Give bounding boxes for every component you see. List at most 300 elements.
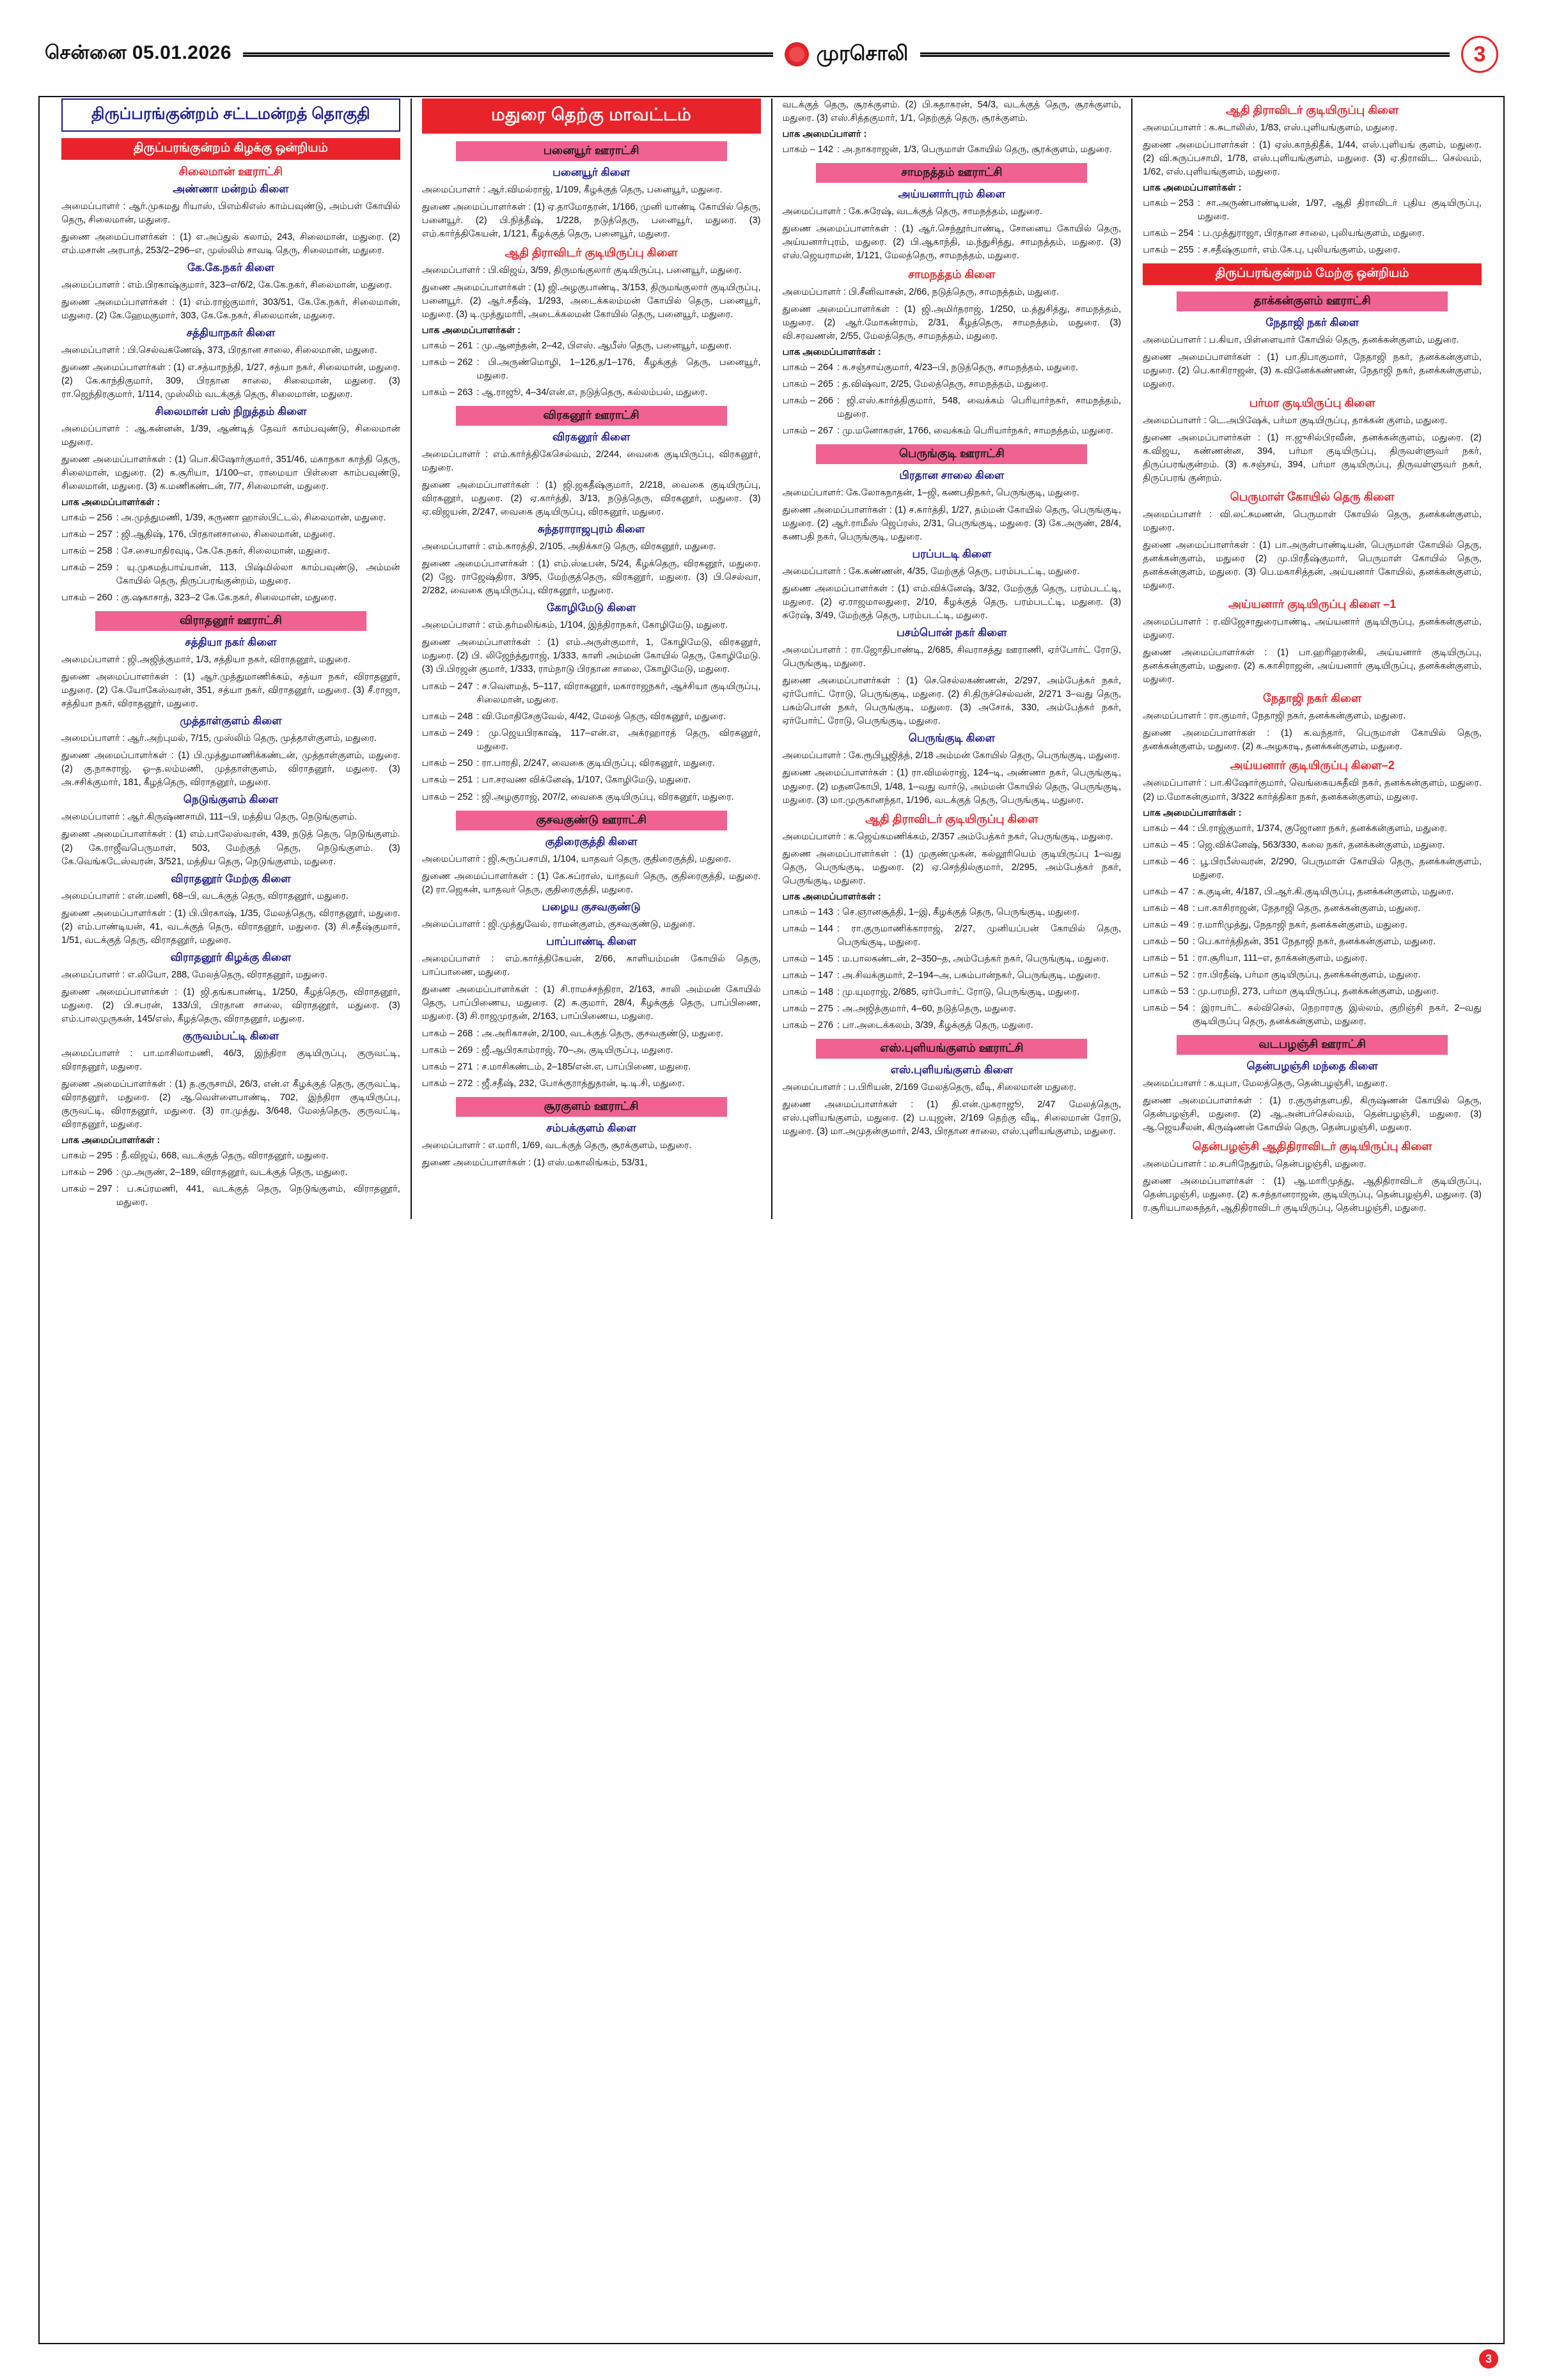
part-text: : மு.ஜெயபிரகாஷ், 117–என்.எ, அக்ரஹாரத் தெரு, விரகனூர், மதுரை. [476, 728, 761, 752]
section-viradhanur-west [61, 873, 400, 947]
masthead [45, 36, 1498, 78]
branch-title: முத்தாள்குளம் கிளை [180, 715, 282, 727]
organizer-text: அமைப்பாளர் : எம்.பிரகாஷ்குமார், 323–எ/6/2, கே.கே.நகர், சிலைமான், மதுரை. [61, 280, 393, 291]
section-thakkankulam [1143, 292, 1482, 391]
deputy-organizer-text: துணை அமைப்பாளர்கள் : (1) க.வந்தார், பெருமாள் கோயில் தெரு, தனக்கன்குளம், மதுரை. (2) க.அழகரடி, தனக்கன்குளம், மதுரை. [1143, 728, 1482, 752]
part-number: பாகம் – 269 [421, 1045, 473, 1055]
part-text: : மு.பரமநி, 273, பர்மா குடியிருப்பு, தனக்கன்குளம், மதுரை. [1192, 986, 1439, 997]
section-parappatti [783, 548, 1122, 623]
section-surakulam-cont [783, 98, 1122, 157]
branch-title: நேதாஜி நகர் கிளை [1265, 316, 1359, 329]
section-panaiyur [422, 141, 761, 241]
organizer-text: அமைப்பாளர் : பி.செல்வகணேஷ், 373, பிரதான சாலை, சிலைமான், மதுரை. [61, 345, 377, 356]
branch-title: பரப்படடி கிளை [912, 548, 992, 561]
union-bar-west: திருப்பரங்குன்றம் மேற்கு ஒன்றியம் [1143, 263, 1482, 285]
part-entry [1143, 1002, 1482, 1029]
part-entry [61, 1166, 400, 1179]
part-entry [1143, 985, 1482, 999]
branch-title: விராதனூர் கிழக்கு கிளை [170, 951, 292, 963]
part-number: பாகம் – 266 [782, 396, 834, 407]
section-viraganur [422, 406, 761, 519]
part-number: பாகம் – 44 [1143, 823, 1189, 834]
branch-title: அய்யனார் குடியிருப்பு கிளை –1 [1228, 598, 1397, 611]
panchayat-bar: பெருங்குடி ஊராட்சி [816, 444, 1087, 464]
part-number: பாகம் – 260 [61, 593, 113, 603]
section-adi-dravidar-puliyankulam [1143, 104, 1482, 257]
branch-title: பாப்பாண்டி கிளை [546, 935, 637, 947]
part-entry [61, 561, 400, 588]
parts-heading: பாக அமைப்பாளர்கள் : [1143, 183, 1242, 194]
branch-title: ஆதி திராவிடர் குடியிருப்பு கிளை [1225, 104, 1399, 116]
part-number: பாகம் – 256 [61, 513, 113, 524]
part-text: : ரா.குருமாணிக்காராஜ், 2/27, முனியப்பன் கோயில் தெரு, பெருங்குடி, மதுரை. [837, 923, 1122, 947]
panchayat-bar: சாமநத்தம் ஊராட்சி [816, 163, 1087, 183]
deputy-organizer-text: துணை அமைப்பாளர்கள் : (1) த.குருசாமி, 26/3, என்.எ கீழக்குத் தெரு, குருவட்டி, விராதனூர், மதுரை. (2) ஆ.வெள்ளைபாண்டி, 702, இந்திரா குடியிருப்பு, குருவட்டி, விராதனூர், மதுரை. (3) ரா.முத்து, 3/648, மேலத்தெரு, குருவட்டி, விராதனூர், மதுரை. [61, 1078, 400, 1130]
part-number: பாகம் – 268 [421, 1028, 473, 1039]
column-1 [51, 98, 411, 1219]
part-text: : ஜி.அழகுராஜ், 207/2, வைகை குடியிருப்பு, விரகனூர், மதுரை. [476, 791, 734, 802]
part-text: : ஜி.எஸ்.கார்த்திகுமார், 548, வைக்கம் பெரியார்நகர், சாமநத்தம், மதுரை. [837, 396, 1122, 420]
part-text: : ர.மாரிமுத்து, நேதாஜி நகர், தனக்கன்குளம், மதுரை. [1192, 919, 1408, 930]
column-4 [1131, 98, 1492, 1219]
part-entry [422, 727, 761, 754]
section-busstand [61, 405, 400, 605]
parts-heading: பாக அமைப்பாளர் : [782, 129, 867, 140]
part-entry [783, 986, 1122, 999]
panchayat-bar: பனையூர் ஊராட்சி [456, 141, 727, 161]
part-number: பாகம் – 250 [421, 758, 473, 769]
part-number: பாகம் – 54 [1143, 1002, 1189, 1013]
section-kuruvampatti [61, 1030, 400, 1209]
part-number: பாகம் – 251 [421, 775, 473, 786]
part-entry [1143, 227, 1482, 240]
part-number: பாகம் – 262 [421, 357, 473, 368]
deputy-organizer-text: துணை அமைப்பாளர்கள் : (1) ஏஸ்.காந்திதீக், 1/44, எஸ்.புளியங் குளம், மதுரை. (2) வி.சுருப்பசாமி, 1/78, எஸ்.புளியங்குளம், மதுரை. (3) ஏ.திராவிட. செல்வம், 1/62, எஸ்.புளியங்குளம், மதுரை. [1143, 140, 1482, 178]
organizer-text: அமைப்பாளர்: கே.லோகநாதன், 1–ஜி, கணபதிநகர், பெருங்குடி, மதுரை. [782, 488, 1079, 499]
branch-title: குதிரைகுத்தி கிளை [545, 835, 638, 848]
part-number: பாகம் – 265 [782, 379, 834, 390]
branch-title: ஆதி திராவிடர் குடியிருப்பு கிளை [865, 812, 1038, 825]
part-text: : ரா.பாரதி, 2/247, வைகை குடியிருப்பு, விரகனூர், மதுரை. [476, 758, 715, 769]
parts-heading: பாக அமைப்பாளர்கள் : [782, 347, 881, 358]
deputy-organizer-text: துணை அமைப்பாளர்கள் : (1) ஆ.மாரிமுத்து, ஆதிதிராவிடர் குடியிருப்பு, தென்பழஞ்சி, மதுரை. (2) க.சந்தானராஜன், குடியிருப்பு, தென்பழஞ்சி, மதுரை. (3) ர.சூரியபாலசுந்தர், ஆதிதிராவிடர் குடியிருப்பு, தென்பழஞ்சி, மதுரை. [1143, 1176, 1482, 1213]
part-number: பாகம் – 53 [1143, 986, 1189, 997]
organizer-text: அமைப்பாளர் : வி.லட்சுமணன், பெருமாள் கோயில் தெரு, தனக்கன்குளம், மதுரை. [1143, 509, 1482, 534]
part-text: : பெ.கார்த்திதன், 351 நேதாஜி நகர், தனக்கன்குளம், மதுரை. [1192, 936, 1436, 947]
edition-line: சென்னை 05.01.2026 [45, 42, 232, 63]
part-number: பாகம் – 259 [61, 563, 113, 573]
part-text: : அ.சிவக்குமார், 2–194–அ, பசும்பான்நகர், பெருங்குடி, மதுரை. [837, 970, 1100, 981]
part-text: : க.சஞ்சாய்குமார், 4/23–பி, நடுத்தெரு, சாமநத்தம், மதுரை. [837, 362, 1078, 373]
part-number: பாகம் – 143 [782, 906, 834, 917]
deputy-organizer-text: துணை அமைப்பாளர்கள் : (1) ஜி.அமிர்தராஜ், 1/250, ம.த்துசித்து, சாமநத்தம், மதுரை. (2) ஆர்.மோகன்ராம், 2/31, கீழத்தெரு, சாமநத்தம், மதுரை. (3) வி.சரவணன், 2/55, மேலத்தெரு, சாமநத்தம், மதுரை. [782, 304, 1122, 342]
part-entry [422, 710, 761, 724]
part-number: பாகம் – 271 [421, 1061, 473, 1072]
part-text: : மு.ஆனந்தன், 2–42, பிஎஸ். ஆபீஸ் தெரு, பனையூர், மதுரை. [476, 341, 732, 352]
part-entry [1143, 968, 1482, 982]
branch-title: சத்தியா நகர் கிளை [185, 636, 277, 649]
organizer-text: அமைப்பாளர் : எம்.தர்மலிங்கம், 1/104, இந்திராநகர், கோழிமேடு, மதுரை. [421, 620, 728, 631]
panchayat-bar: விரகனூர் ஊராட்சி [456, 406, 727, 426]
branch-title: தென்பழஞ்சி மந்தை கிளை [1246, 1059, 1378, 1072]
column-container [51, 98, 1492, 1219]
branch-title: சிலைமான் பஸ் நிறுத்தம் கிளை [155, 405, 307, 418]
branch-title: பெருமாள் கோயில் தெரு கிளை [1230, 490, 1395, 504]
part-entry [783, 1019, 1122, 1032]
branch-title: பர்மா குடியிருப்பு கிளை [1249, 396, 1375, 410]
section-ayyanar-colony-2 [1143, 759, 1482, 1028]
deputy-organizer-text: துணை அமைப்பாளர்கள் : (1) ஜி.தங்கபாண்டி, 1/250, கீழத்தெரு, விராதனூர், மதுரை. (2) பி.சபரன், 133/பி, பிரதான சாலை, விராதனூர், மதுரை. (3) எம்.பாலமுருகன், 145/எஸ், கீழத்தெரு, விராதனூர், மதுரை. [61, 986, 400, 1024]
part-number: பாகம் – 148 [782, 986, 834, 997]
column-2 [411, 98, 771, 1219]
part-entry [1143, 885, 1482, 899]
part-text: : ச.மாசிகண்டம், 2–185/என்.எ, பாப்பிணை, மதுரை. [476, 1061, 691, 1072]
branch-title: விராதனூர் மேற்கு கிளை [171, 872, 291, 885]
panchayat-bar: எஸ்.புளியங்குளம் ஊராட்சி [816, 1039, 1087, 1059]
organizer-text: அமைப்பாளர் : பா.மாசிலாமணி, 46/3, இந்திரா குடியிருப்பு, குருவட்டி, விராதனூர், மதுரை. [61, 1048, 400, 1072]
part-text: : த.விஷ்வா, 2/25, மேலத்தெரு, சாமநத்தம், மதுரை. [837, 379, 1049, 390]
part-entry [1143, 244, 1482, 257]
part-text: : ரா.சூரியா, 111–எ, தாக்கன்குளம், மதுரை. [1192, 953, 1368, 963]
organizer-text: அமைப்பாளர் : ஆ.கன்னன், 1/39, ஆண்டித் தேவர் காம்பவுண்டு, சிலைமான் மதுரை. [61, 424, 400, 448]
part-text: : சா.அருண்பாண்டியன், 1/97, ஆதி திராவிடர் புதிய குடியிருப்பு, மதுரை. [1197, 198, 1482, 222]
part-entry [1143, 952, 1482, 965]
part-entry [1143, 855, 1482, 882]
parts-heading: பாக அமைப்பாளர்கள் : [61, 497, 161, 508]
part-entry [1143, 197, 1482, 224]
part-entry [61, 528, 400, 541]
part-number: பாகம் – 263 [421, 387, 473, 398]
parts-heading: பாக அமைப்பாளர்கள் : [421, 325, 521, 336]
part-entry [422, 1061, 761, 1074]
branch-title: நெடுங்குளம் கிளை [183, 793, 279, 806]
part-number: பாகம் – 248 [421, 712, 473, 722]
organizer-text: அமைப்பாளர் : ம.சபரிநேதுரம், தென்பழஞ்சி, மதுரை. [1143, 1158, 1367, 1169]
organizer-text: அமைப்பாளர் : எம்.கார்த்திகேசெல்வம், 2/244, வைகை குடியிருப்பு, விரகனூர், மதுரை. [421, 449, 761, 474]
section-viradhanur-east [61, 951, 400, 1026]
part-number: பாகம் – 255 [1143, 245, 1194, 256]
section-perungudi-adi-dravidar [783, 813, 1122, 1032]
organizer-text: அமைப்பாளர் : க.ஜெய்கமணிக்கம், 2/357 அம்பேத்கர் நகர், பெருங்குடி, மதுரை. [782, 831, 1113, 842]
part-number: பாகம் – 48 [1143, 903, 1189, 914]
masthead-logo-group [785, 42, 909, 68]
section-kozhimedu [422, 602, 761, 804]
section-kknagar [61, 261, 400, 323]
branch-title: பனையூர் கிளை [552, 166, 631, 178]
part-text: : ஜீ.சதீஷ், 232, போக்குராத்துதரன், டி.டி.சி, மதுரை. [476, 1078, 685, 1089]
part-text: : மு.அருண், 2–189, விராதனூர், வடக்குத் தெரு, மதுரை. [116, 1167, 348, 1178]
part-number: பாகம் – 142 [782, 144, 834, 155]
branch-title: சுந்தராராஜபுரம் கிளை [537, 523, 645, 536]
section-muthalkulam [61, 715, 400, 789]
part-text: : கு.ஷகாசாத், 323–2 கே.கே.நகர், சிலைமான், மதுரை. [116, 593, 337, 603]
organizer-text: அமைப்பாளர் : பா.கிஷோர்குமார், வெங்கையசுதீவி நகர், தனக்கன்குளம், மதுரை. (2) ம.மோகன்குமார், 3/322 கார்த்திகா நகர், தனக்கன்குளம், மதுரை. [1143, 778, 1482, 802]
part-text: : பா.அடைக்கலம், 3/39, கீழக்குத் தெரு, மதுரை. [837, 1020, 1033, 1031]
part-text: : செ.ஞானசூத்தி, 1–இ, கீழக்குத் தெரு, பெருங்குடி, மதுரை. [837, 906, 1080, 917]
deputy-organizer-text: துணை அமைப்பாளர்கள் : (1) ஏ.தாமோதரன், 1/166, முனி யாண்டி கோயில் தெரு, பனையூர். (2) பி.நித்தீஷ், 1/228, நடுத்தெரு, பனையூர், மதுரை. (3) எம்.கார்த்திகேயன், 1/121, கீழக்குத் தெரு, பனையூர், மதுரை. [421, 202, 761, 240]
part-entry [783, 969, 1122, 983]
part-text: : ஜி.ஆதிஷ், 176, பிரதானசாலை, சிலைமான், மதுரை. [116, 529, 336, 540]
part-text: : ஆ.ராஜூ, 4–34/என்.எ, நடுத்தெரு, கல்லம்பல், மதுரை. [476, 387, 708, 398]
deputy-organizer-text: துணை அமைப்பாளர்கள் : (1) எம்.விக்னேஷ், 3/32, மேற்குத் தெரு, பரம்படட்டி, மதுரை. (2) ஏ.ராஜமாலதுரை, 2/10, கீழக்குத் தெரு, பரம்படட்டி, மதுரை. (3) சுரேஷ், 3/49, மேற்குத் தெரு, பரம்படட்டி, மதுரை. [782, 584, 1122, 621]
sun-logo-icon [785, 42, 809, 66]
part-number: பாகம் – 258 [61, 546, 113, 557]
organizer-text: அமைப்பாளர் : கே.கண்ணன், 4/35, மேற்குத் தெரு, பரம்படட்டி, மதுரை. [782, 566, 1080, 577]
part-text: : ச.வெளமத், 5–117, விராகனூர், மகாராஜநகர், ஆச்சியா குடியிருப்பு, சிலைமான், மதுரை. [476, 681, 761, 706]
footer-page-number: 3 [1479, 2349, 1498, 2368]
section-silaiman [61, 165, 400, 258]
deputy-organizer-text: துணை அமைப்பாளர்கள் : (1) எ.அப்துல் கலாம், 243, சிலைமான், மதுரை. (2) எம்.மசான் அரபாத், 253/2–296–எ, முஸ்லிம் சாவடி தெரு, சிலைமான், மதுரை. [61, 232, 400, 256]
branch-title: பழைய குசவகுண்டு [542, 900, 641, 913]
deputy-organizer-text: துணை அமைப்பாளர்கள் : (1) ஆர்.செந்தூர்பாண்டி, சோனைய கோயில் தெரு, அய்யனார்புரம், மதுரை. (2) பி.ஆகாந்தி, ம.ந்துசித்து, சாமநத்தம், மதுரை. (3) எஸ்.ஜெயராமன், 1/121, மேலத்தெரு, சாமநத்தம், மதுரை. [782, 224, 1122, 261]
part-number: பாகம் – 275 [782, 1003, 834, 1014]
part-text: : பா.காசிராஜன், நேதாஜி தெரு, தனக்கன்குளம், மதுரை. [1192, 903, 1421, 914]
deputy-organizer-text: துணை அமைப்பாளர்கள் : (1) ரா.விமல்ராஜ், 124–டி, அண்ணா நகர், பெருங்குடி, மதுரை. (2) மதனகோபி, 1/48, 1–வது வார்டு, அம்மன் கோயில் தெரு, பெருங்குடி, மதுரை. (3) மா.முருகானந்தா, 1/196, வடக்குத் தெரு, பெருங்குடி, மதுரை. [782, 768, 1122, 805]
part-entry [783, 394, 1122, 421]
organizer-text: அமைப்பாளர் : எம்.காரத்தி, 2/105, அதிக்காடு தெரு, விரகனூர், மதுரை. [421, 541, 716, 552]
branch-title: கே.கே.நகர் கிளை [187, 261, 274, 274]
part-text: : ஜீ.ஆபிரகாம்ராஜ், 70–அ, குடியிருப்பு, மதுரை. [476, 1045, 673, 1055]
part-entry [61, 1149, 400, 1163]
part-entry [422, 757, 761, 770]
part-entry [783, 424, 1122, 438]
part-entry [783, 922, 1122, 949]
panchayat-bar: சூரகுளம் ஊராட்சி [456, 1097, 727, 1117]
part-text: : பி.ராஜ்குமார், 1/374, குஜோனா நகர், தனக்கன்குளம், மதுரை. [1192, 823, 1448, 834]
part-entry [783, 143, 1122, 157]
union-bar-east: திருப்பரங்குன்றம் கிழக்கு ஒன்றியம் [61, 138, 400, 160]
section-samanatham-branch [783, 268, 1122, 438]
section-nedungulam [61, 793, 400, 868]
section-nethaji-nagar [1143, 692, 1482, 754]
part-number: பாகம் – 49 [1143, 919, 1189, 930]
organizer-text: அமைப்பாளர் : பி.சீனிவாசன், 2/66, நடுத்தெரு, சாமநத்தம், மதுரை. [782, 287, 1060, 298]
part-number: பாகம் – 296 [61, 1167, 113, 1178]
part-text: : அ.அஜித்குமார், 4–60, நடுத்தெரு, மதுரை. [837, 1003, 1017, 1014]
part-text: : அ.அரிகாசன், 2/100, வடக்குத் தெரு, குசவகுண்டு, மதுரை. [476, 1028, 724, 1039]
branch-title: அண்ணா மன்றம் கிளை [173, 183, 289, 195]
part-number: பாகம் – 144 [782, 923, 834, 934]
panchayat-bar: வடபழஞ்சி ஊராட்சி [1177, 1035, 1448, 1055]
organizer-text: அமைப்பாளர் : ஜி.முத்துவேல், ராமன்குளம், குசவகுண்டு, மதுரை. [421, 919, 696, 929]
part-text: : ப.முத்துராஜா, பிரதான சாலை, புலியங்குளம், மதுரை. [1197, 228, 1425, 239]
part-number: பாகம் – 145 [782, 953, 834, 964]
branch-title: பிரதான சாலை கிளை [899, 469, 1005, 482]
section-vadapazhanji [1143, 1035, 1482, 1135]
deputy-organizer-text: துணை அமைப்பாளர்கள் : (1) தி.என்.முகராஜூ, 2/47 மேலத்தெரு, எஸ்.புளியங்குளம், மதுரை. (2) ப.யுஜன், 2/169 தெற்கு வீடி, சிலைமான் ரோடு, மதுரை. (3) மா.அமுதன்குமார், 2/43, பிரதான சாலை, எஸ்.புளியங்குளம், மதுரை. [782, 1099, 1122, 1137]
parts-heading: பாக அமைப்பாளர்கள் : [61, 1135, 161, 1146]
section-perungudi [783, 444, 1122, 544]
organizer-text: அமைப்பாளர் : க.யுபா, மேலத்தெரு, தென்பழஞ்சி, மதுரை. [1143, 1078, 1388, 1089]
masthead-rule-left [243, 52, 773, 57]
part-entry [422, 791, 761, 804]
deputy-organizer-text: துணை அமைப்பாளர்கள் : (1) எம்.பாலேஸ்வரன், 439, நடுத் தெரு, நெடுங்குளம். (2) கே.ராஜீவபெருமாள், 503, மேற்குத் தெரு, நெடுங்குளம். (3) கே.வெங்கடேஸ்வரன், 3/521, மத்திய தெரு, நெடுங்குளம், மதுரை. [61, 829, 400, 867]
part-number: பாகம் – 254 [1143, 228, 1194, 239]
section-pazhaiya-kusavakundu [422, 901, 761, 931]
part-number: பாகம் – 247 [421, 681, 473, 692]
organizer-text: அமைப்பாளர் : ர.விஜேசாதுரைபாண்டி, அய்யனார் குடியிருப்பு, தனக்கன்குளம், மதுரை. [1143, 617, 1482, 641]
part-number: பாகம் – 52 [1143, 969, 1189, 980]
deputy-organizer-text: துணை அமைப்பாளர்கள் : (1) எஸ்.மகாலிங்கம், 53/31, [421, 1157, 648, 1168]
deputy-organizer-text: துணை அமைப்பாளர்கள் : (1) ஈ.ஜுசில்பிரவீன், தனக்கன்குளம், மதுரை. (2) க.விஜய, கண்ணன்ன, 394, பர்மா குடியிருப்பு, திருவள்ளுவர் நகர், திருப்பரங்குன்றம். (3) க.சஞ்சய், 394, பர்மா குடியிருப்பு, திருவள்ளுவர் நகர், திருப்பரங் குன்றம். [1143, 433, 1482, 484]
organizer-text: அமைப்பாளர் : டெ.அபிஷேக், பர்மா குடியிருப்பு, தாக்கன் குளம், மதுரை. [1143, 416, 1448, 426]
part-number: பாகம் – 249 [421, 728, 473, 739]
branch-title: அய்யனார்புரம் கிளை [898, 188, 1006, 201]
section-pasumponnagar [783, 626, 1122, 728]
part-number: பாகம் – 47 [1143, 886, 1189, 897]
part-number: பாகம் – 252 [421, 791, 473, 802]
part-entry [783, 378, 1122, 391]
branch-title: சாமநத்தம் கிளை [908, 268, 996, 281]
part-entry [422, 356, 761, 383]
branch-title: பசம்பொன் நகர் கிளை [897, 626, 1007, 639]
organizer-text: அமைப்பாளர் : ப.கியா, பிள்ளையார் கோயில் தெரு, தனக்கன்குளம், மதுரை. [1143, 335, 1459, 346]
deputy-organizer-text: துணை அமைப்பாளர்கள் : (1) ஜி.அழகுபாண்டி, 3/153, திருமங்குலார் குடியிருப்பு, பனையூர். (2) ஆர்.சதீஷ், 1/293, அடைக்கலம்மன் கோயில் தெரு, பனையூர், மதுரை. (3) டி.முத்துமாரி, அடைக்கலமன் கோயில் தெரு, பனையூர், மதுரை. [421, 283, 761, 320]
part-entry [422, 1027, 761, 1041]
page-number-badge: 3 [1461, 36, 1498, 73]
section-kusavakundu [422, 811, 761, 897]
part-entry [1143, 822, 1482, 836]
part-text: : பா.சரவண விக்னேஷ், 1/107, கோழிமேடு, மதுரை. [476, 775, 691, 786]
deputy-organizer-text: துணை அமைப்பாளர்கள் : (1) செ.செல்லகண்ணன், 2/297, அம்பேத்கர் நகர், ஏர்போர்ட் ரோடு, பெருங்குடி, மதுரை. (2) சி.திருச்செல்வன், 2/271 3–வது தெரு, பசும்பொன் நகர், பெருங்குடி, மதுரை. (3) அசோக், 330, அம்பேத்கர் நகர், ஏர்போர்ட் ரோடு, பெருங்குடி, மதுரை. [782, 676, 1122, 727]
organizer-text: அமைப்பாளர் : ஜி.சுருப்பசாமி, 1/104, யாதவர் தெரு, குதிரைகுத்தி, மதுரை. [421, 853, 732, 864]
part-number: பாகம் – 267 [782, 426, 834, 437]
panchayat-bar: விராதனூர் ஊராட்சி [95, 611, 366, 631]
deputy-organizer-text: துணை அமைப்பாளர்கள் : (1) பி.பிரகாஷ், 1/35, மேலத்தெரு, விராதனூர், மதுரை. (2) எம்.பாண்டியன், 41, வடக்குத் தெரு, விராதனூர், மதுரை. (3) சி.சதீஷ்குமார், 1/51, வடக்குத் தெரு, விராதனூர், மதுரை. [61, 908, 400, 945]
part-entry [422, 1044, 761, 1057]
part-number: பாகம் – 147 [782, 970, 834, 981]
branch-title: சம்பக்குளம் கிளை [546, 1121, 636, 1134]
deputy-organizer-text: துணை அமைப்பாளர்கள் : (1) ர.குருள்தளபதி, கிருஷ்ணன் கோயில் தெரு, தென்பழஞ்சி, மதுரை. (2) ஆ.அன்பர்செல்வம், தென்பழஞ்சி, மதுரை. (3) ஆ.ஜெயசீலன், கிருஷ்ணன் கோயில் தெரு, தென்பழஞ்சி, மதுரை. [1143, 1095, 1482, 1133]
deputy-organizer-text: துணை அமைப்பாளர்கள் : (1) முகுண்முகன், கல்லூரியெம் குடியிருப்பு 1–வது தெரு, பெருங்குடி, மதுரை. (2) ஏ.செந்தில்குமார், 2/295, அம்பேத்கர் நகர், பெருங்குடி, மதுரை. [782, 848, 1122, 886]
part-number: பாகம் – 253 [1143, 198, 1194, 209]
part-text: : ம.பாலகண்டன், 2–350–த, அம்பேத்கர் நகர், பெருங்குடி, மதுரை. [837, 953, 1109, 964]
part-entry [783, 1002, 1122, 1016]
deputy-organizer-text: துணை அமைப்பாளர்கள் : (1) ச.கார்த்தி, 1/27, தம்மன் கோயில் தெரு, பெருங்குடி, மதுரை. (2) ஆர்.ராமீஸ் ஜெப்ரஸ், 2/31, பெருங்குடி, மதுரை. (3) கே.அருண், 28/4, கணபதி நகர், பெருங்குடி, மதுரை. [782, 505, 1122, 543]
parts-heading: பாக அமைப்பாளர்கள் : [1143, 807, 1242, 818]
part-text: : பி.அருண்மொழி, 1–126,த/1–176, கீழக்குத் தெரு, பனையூர், மதுரை. [476, 357, 761, 382]
panchayat-title: சிலைமான் ஊராட்சி [178, 165, 283, 178]
part-text: : ப.சுப்ரமணி, 441, வடக்குத் தெரு, நெடுங்குளம், விராதனூர், மதுரை. [116, 1183, 400, 1208]
organizer-text: அமைப்பாளர் : ஆர்.கிருஷ்ணசாமி, 111–பி, மத்திய தெரு, நெடுங்குளம். [61, 812, 357, 823]
deputy-organizer-text: துணை அமைப்பாளர்கள் : (1) ஆர்.முத்துமாணிக்கம், சத்யா நகர், விராதனூர், மதுரை. (2) கே.யோகேஸ்வரன், 351, சத்யா நகர், விராதனூர், மதுரை. (3) சீ.ராஜா, சத்தியா நகர், விராதனூர், மதுரை. [61, 672, 400, 710]
part-entry [422, 774, 761, 787]
section-perumal-kovil-street [1143, 490, 1482, 593]
deputy-organizer-text: துணை அமைப்பாளர்கள் : (1) எம்.அருள்குமார், 1, கோழிமேடு, விரகனூர், மதுரை. (2) பி. லிஜேந்த்துராஜ், 1/333, காளி அம்மன் கோயில் தெரு, கோழிமேடு. (3) பி.பிரஜன் குமார், 1/333, ராம்நாடு பிரதான சாலை, கோழிமேடு, மதுரை. [421, 637, 761, 675]
deputy-organizer-text: துணை அமைப்பாளர்கள் : (1) எ.சத்யாநந்தி, 1/27, சத்யா நகர், சிலைமான், மதுரை. (2) கே.காந்திகுமார், 309, பிரதான சாலை, சிலைமான், மதுரை. (3) ரா.ஜெந்திரகுமார், 1/114, முஸ்லிம் வடக்குத் தெரு, சிலைமான், மதுரை. [61, 362, 400, 400]
organizer-text: அமைப்பாளர் : பி.விஜய், 3/59, திருமங்குலார் குடியிருப்பு, பனையூர், மதுரை. [421, 265, 742, 276]
organizer-text: அமைப்பாளர் : எ.மாரி, 1/69, வடக்குத் தெரு, சூரக்குளம், மதுரை. [421, 1140, 692, 1151]
part-number: பாகம் – 272 [421, 1078, 473, 1089]
panchayat-bar: குசவகுண்டு ஊராட்சி [456, 811, 727, 830]
deputy-organizer-text: துணை அமைப்பாளர்கள் : (1) பி.முத்துமாணிக்கண்டன், முத்தாள்குளம், மதுரை. (2) கு.நாகராஜ், ஓ–த.லம்மணி, முத்தாள்குளம், விராதனூர், மதுரை. (3) அ.சசிக்குமார், 181, கீழத்தெரு, விராதனூர், மதுரை. [61, 751, 400, 788]
section-ayyanar-colony-1 [1143, 598, 1482, 687]
part-entry [783, 953, 1122, 966]
part-entry [1143, 935, 1482, 949]
organizer-text: அமைப்பாளர் : ஆர்.அற்புமல், 7/15, முஸ்லிம் தெரு, முத்தாள்குளம், மதுரை. [61, 733, 377, 744]
part-text: : சே.சையாதிரவுடி, கே.கே.நகர், சிலைமான், மதுரை. [116, 546, 331, 557]
branch-title: நேதாஜி நகர் கிளை [1263, 692, 1362, 705]
organizer-text: அமைப்பாளர் : ப.பிரியன், 2/169 மேலத்தெரு, வீடி, சிலைமான் மதுரை. [782, 1082, 1077, 1093]
part-text: : அ.முத்துமணி, 1/39, கருணா ஹாஸ்பிட்டல், சிலைமான், மதுரை. [116, 513, 386, 524]
part-text: : பூ.பிரபீஸ்வரன், 2/290, பெருமாள் கோயில் தெரு, தனக்கன்குளம், மதுரை. [1192, 856, 1482, 880]
section-spuliyankulam [783, 1039, 1122, 1139]
branch-title: பெருங்குடி கிளை [908, 732, 995, 745]
constituency-banner: திருப்பரங்குன்றம் சட்டமன்றத் தொகுதி [61, 98, 400, 132]
section-samanatham [783, 163, 1122, 263]
section-viradhanur [61, 611, 400, 711]
part-entry [1143, 839, 1482, 852]
panchayat-bar: தாக்கன்குளம் ஊராட்சி [1177, 292, 1448, 311]
part-entry [61, 1183, 400, 1209]
part-entry [422, 1077, 761, 1091]
part-entry [1143, 919, 1482, 932]
part-number: பாகம் – 46 [1143, 856, 1189, 867]
branch-title: எஸ்.புளியங்குளம் கிளை [890, 1063, 1014, 1076]
deputy-organizer-text: துணை அமைப்பாளர்கள் : (1) எம்.ராஜ்குமார், 303/51, கே.கே.நகர், சிலைமான், மதுரை. (2) கே.ஹேமகுமார், 303, கே.கே.நகர், சிலைமான், மதுரை. [61, 297, 400, 322]
part-entry [61, 545, 400, 558]
part-text: : வி.மோதிசேகுவேல், 4/42, மேலத் தெரு, விரகனூர், மதுரை. [476, 712, 726, 722]
part-number: பாகம் – 276 [782, 1020, 834, 1031]
part-text: : யு.முகமத்பாய்யான், 113, பிஷ்மில்லா காம்பவுண்டு, அம்மன் கோயில் தெரு, திருப்பரங்குன்றம், மதுரை. [116, 563, 400, 587]
part-number: பாகம் – 45 [1143, 839, 1189, 850]
deputy-organizer-text: துணை அமைப்பாளர்கள் : (1) பா.திபாகுமார், நேதாஜி நகர், தனக்கன்குளம், மதுரை. (2) பெ.காசிராஜன், (3) க.வினேக்கண்ணன், நேதாஜி நகர், தனக்கன்குளம், மதுரை. [1143, 352, 1482, 390]
organizer-text: அமைப்பாளர் : ஆர்.விமல்ராஜ், 1/109, கீழக்குத் தெரு, பனையூர், மதுரை. [421, 185, 723, 195]
section-thenpazhanji-adi-dravidar [1143, 1140, 1482, 1215]
part-text: : க.குடின், 4/187, பி.ஆர்.கி.குடியிருப்பு, தனக்கன்குளம், மதுரை. [1192, 886, 1454, 897]
branch-title: சத்தியாநகர் கிளை [186, 327, 276, 339]
branch-title: தென்பழஞ்சி ஆதிதிராவிடர் குடியிருப்பு கிளை [1192, 1139, 1432, 1153]
part-number: பாகம் – 51 [1143, 953, 1189, 963]
deputy-organizer-text: துணை அமைப்பாளர்கள் : (1) ஜி.ஜகதீஷ்குமார், 2/218, வைகை குடியிருப்பு, விரகனூர், மதுரை. (2) ஏ.கார்த்தி, 3/13, நடுத்தெரு, விரகனூர், மதுரை. (3) ஏ.விஜயன், 2/247, வைகை குடியிருப்பு, விரகனூர், மதுரை. [421, 480, 761, 518]
section-sundararajapuram [422, 523, 761, 598]
column-3 [771, 98, 1132, 1219]
part-entry [422, 386, 761, 400]
part-entry [783, 906, 1122, 919]
organizer-text: அமைப்பாளர் : என்.மணி, 68–பி, வடக்குத் தெரு, விராதனூர், மதுரை. [61, 891, 349, 901]
section-panaiyur-adi-dravidar [422, 246, 761, 400]
part-entry [422, 339, 761, 353]
part-number: பாகம் – 295 [61, 1150, 113, 1161]
part-number: பாகம் – 257 [61, 529, 113, 540]
part-number: பாகம் – 50 [1143, 936, 1189, 947]
masthead-rule-right [920, 52, 1450, 57]
part-text: : ரா.பிரதீஷ், பர்மா குடியிருப்பு, தனக்கன்குளம், மதுரை. [1192, 969, 1421, 980]
part-entry [61, 591, 400, 605]
organizer-text: அமைப்பாளர் : எம்.கார்த்திகேயன், 2/66, காளியம்மன் கோயில் தெரு, பாப்பாணை, மதுரை. [421, 953, 761, 977]
organizer-text: அமைப்பாளர் : க.சுடாலிஸ், 1/83, எஸ்.புளியங்குளம், மதுரை. [1143, 123, 1398, 133]
part-text: : அ.நாகராஜன், 1/3, பெருமாள் கோயில் தெரு, சூரக்குளம், மதுரை. [837, 144, 1112, 155]
part-number: பாகம் – 261 [421, 341, 473, 352]
part-number: பாகம் – 264 [782, 362, 834, 373]
parts-heading: பாக அமைப்பாளர்கள் : [782, 891, 881, 902]
organizer-text: அமைப்பாளர் : ஜி.அஜித்குமார், 1/3, சத்தியா நகர், விராதனூர், மதுரை. [61, 655, 351, 665]
organizer-text: அமைப்பாளர் : ரா.குமார், நேதாஜி நகர், தனக்கன்குளம், மதுரை. [1143, 711, 1406, 722]
section-pappandi [422, 935, 761, 1091]
deputy-organizer-text: துணை அமைப்பாளர்கள் : (1) பா.அருள்பாண்டியன், பெருமாள் கோயில் தெரு, தனக்கன்குளம், மதுரை (2) மு.பிரதீஷ்குமார், பெருமாள் கோயில் தெரு, தனக்கன்குளம், மதுரை. (3) பெ.மகாசித்தன், அய்யனார் கோயில், தனக்கன்குளம், மதுரை. [1143, 540, 1482, 591]
deputy-organizer-text: துணை அமைப்பாளர்கள் : (1) சி.ராமச்சந்திரா, 2/163, சாலி அம்மன் கோயில் தெரு, பாப்பிணைய, மதுரை. (2) சு.குமார், 28/4, கீழக்குத் தெரு, பாப்பிணை, மதுரை. (3) சி.ராஜமுரதன், 2/163, பாப்பிணைய, மதுரை. [421, 984, 761, 1022]
part-entry [61, 511, 400, 525]
organizer-text: அமைப்பாளர் : கே.ரூபிபூஜித்த், 2/18 அம்மன் கோயில் தெரு, பெருங்குடி, மதுரை. [782, 751, 1120, 761]
part-entry [783, 361, 1122, 375]
organizer-text: அமைப்பாளர் : ஆர்.முகமது ரியாஸ், பிஎம்கிஎஸ் காம்பவுண்டு, அம்பள் கோயில் தெரு, சிலைமான், மதுரை. [61, 201, 400, 226]
branch-title: ஆதி திராவிடர் குடியிருப்பு கிளை [505, 246, 678, 260]
deputy-organizer-text: துணை அமைப்பாளர்கள் : (1) கே.சுப்ராஸ், யாதவர் தெரு, குதிரைகுத்தி, மதுரை. (2) ரா.ஜெகன், யாதவர் தெரு, குதிரைகுத்தி, மதுரை. [421, 871, 761, 895]
deputy-organizer-text: துணை அமைப்பாளர்கள் : (1) எம்.ஸ்டீபன், 5/24, கீழக்தெரு, விரகனூர், மதுரை. (2) ஜே. ராஜேஷ்திரா, 3/95, மேற்குத்தெரு, விரகனூர், மதுரை. (3) பி.செல்வா, 2/282, வைகை குடியிருப்பு, விரகனூர், மதுரை. [421, 559, 761, 596]
deputy-organizer-text: துணை அமைப்பாளர்கள் : (1) பொ.கிஷோர்குமார், 351/46, மகாநகா காந்தி தெரு, சிலைமான், மதுரை. (2) க.சூரியா, 1/100–எ, ராமையா பிள்ளை காம்பவுண்டு, சிலைமான், மதுரை. (3) க.மணிகண்டன், 7/7, சிலைமான், மதுரை. [61, 455, 400, 492]
deputy-organizer-text: துணை அமைப்பாளர்கள் : (1) பா.ஹரிஹரன்கி, அய்யனார் குடியிருப்பு, தனக்கன்குளம், மதுரை. (2) க.காசிராஜன், அய்யனார் குடியிருப்பு, தனக்கன்குளம், மதுரை. [1143, 648, 1482, 685]
branch-title: குருவம்பட்டி கிளை [182, 1029, 279, 1042]
